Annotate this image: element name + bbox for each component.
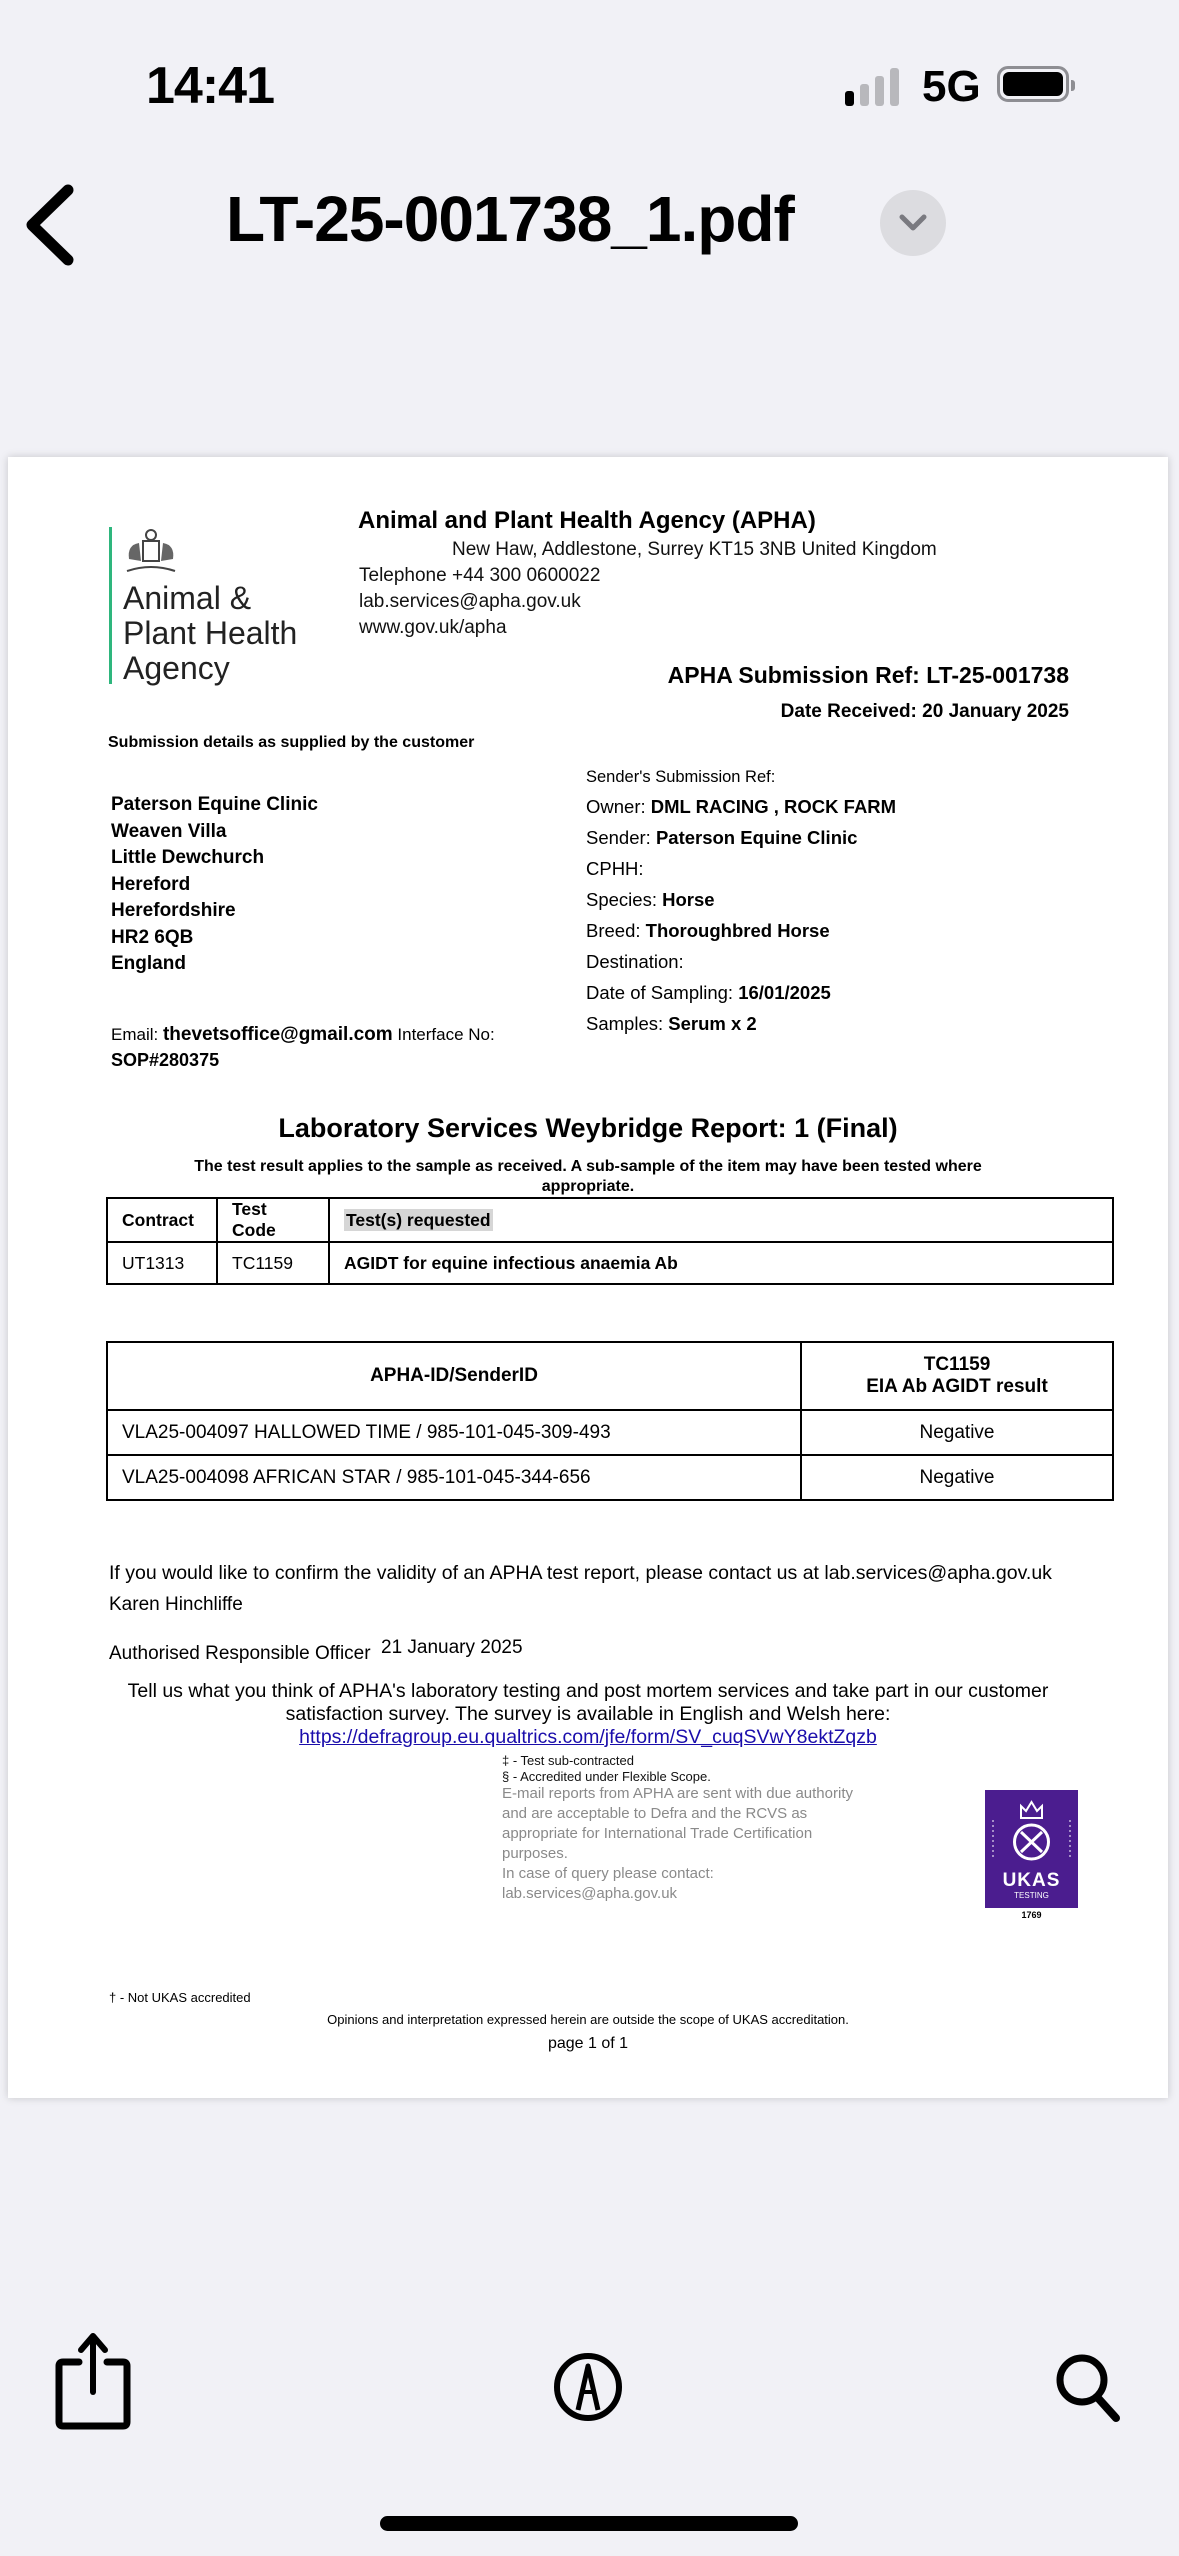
share-icon xyxy=(55,2330,131,2430)
cell-result: Negative xyxy=(801,1410,1113,1455)
field-species: Species: Horse xyxy=(586,889,715,910)
email-reports-note: E-mail reports from APHA are sent with due authority and are acceptable to Defra and the RCVS as appropriate for International Trade Certification purposes. In case of query please contact: lab.services@apha.gov.uk xyxy=(502,1785,853,1902)
document-title: LT-25-001738_1.pdf xyxy=(226,183,794,255)
survey-note: Tell us what you think of APHA's laboratory testing and post mortem services and take part in our customer satisfaction survey. The survey is available in English and Welsh here: https://defragroup.eu.qualtrics.com/jfe/form/SV_cuqSVwY8ektZqzb xyxy=(127,1680,1049,1748)
org-name: Animal and Plant Health Agency (APHA) xyxy=(358,507,816,534)
network-type: 5G xyxy=(922,62,981,111)
ukas-number: 1769 xyxy=(1021,1910,1042,1920)
opinions-note: Opinions and interpretation expressed herein are outside the scope of UKAS accreditation. xyxy=(327,2012,849,2027)
pdf-page[interactable] xyxy=(8,457,1168,2098)
field-sender: Sender: Paterson Equine Clinic xyxy=(586,827,858,848)
results-table xyxy=(106,1341,1114,1501)
sender-details xyxy=(586,763,896,1039)
chevron-left-icon xyxy=(22,180,82,270)
org-address: New Haw, Addlestone, Surrey KT15 3NB United Kingdom xyxy=(452,539,937,560)
submission-details-heading: Submission details as supplied by the customer xyxy=(108,734,475,751)
title-menu-button[interactable] xyxy=(880,190,946,256)
table-header-row xyxy=(107,1198,1113,1242)
interface-number: SOP#280375 xyxy=(111,1050,220,1070)
battery-icon xyxy=(997,66,1069,102)
header-test-code: Test Code xyxy=(217,1198,329,1242)
table-row xyxy=(107,1410,1113,1455)
date-received: Date Received: 20 January 2025 xyxy=(780,701,1069,722)
table-row xyxy=(107,1455,1113,1500)
org-email[interactable]: lab.services@apha.gov.uk xyxy=(359,591,581,612)
markup-pen-icon xyxy=(553,2352,623,2422)
search-button[interactable] xyxy=(1054,2352,1124,2429)
not-ukas-note: † - Not UKAS accredited xyxy=(109,1990,251,2005)
report-title: Laboratory Services Weybridge Report: 1 (Final) xyxy=(278,1113,898,1143)
header-tests-requested: Test(s) requested xyxy=(329,1198,1113,1242)
field-date-of-sampling: Date of Sampling: 16/01/2025 xyxy=(586,982,831,1003)
cell-sample-id: VLA25-004097 HALLOWED TIME / 985-101-045-309-493 xyxy=(107,1410,801,1455)
ukas-crown-icon xyxy=(985,1790,1078,1870)
logo-accent-bar xyxy=(109,527,112,684)
officer-title: Authorised Responsible Officer xyxy=(109,1643,371,1664)
apha-logo-text: Animal & Plant Health Agency xyxy=(123,580,298,686)
report-note: The test result applies to the sample as received. A sub-sample of the item may have been tested where appropriate. xyxy=(194,1158,982,1195)
markup-button[interactable] xyxy=(553,2352,623,2427)
table-header-row xyxy=(107,1342,1113,1410)
royal-crest-icon xyxy=(121,527,181,577)
officer-name: Karen Hinchliffe xyxy=(109,1594,243,1615)
back-button[interactable] xyxy=(22,180,82,270)
customer-email: Email: thevetsoffice@gmail.com Interface No: xyxy=(111,1024,495,1045)
chevron-down-icon xyxy=(898,213,928,233)
signal-strength-icon xyxy=(845,66,901,106)
field-sender-ref: Sender's Submission Ref: xyxy=(586,768,776,786)
table-row xyxy=(107,1242,1113,1284)
validity-note: If you would like to confirm the validity of an APHA test report, please contact us at lab.services@apha.gov.uk xyxy=(109,1562,1052,1584)
header-contract: Contract xyxy=(107,1198,217,1242)
search-icon xyxy=(1054,2352,1124,2424)
field-owner: Owner: DML RACING , ROCK FARM xyxy=(586,796,897,817)
home-indicator[interactable] xyxy=(380,2516,798,2531)
field-cphh: CPHH: xyxy=(586,858,644,879)
header-result: TC1159 EIA Ab AGIDT result xyxy=(801,1342,1113,1410)
cell-result: Negative xyxy=(801,1455,1113,1500)
tests-requested-table xyxy=(106,1197,1114,1285)
org-website[interactable]: www.gov.uk/apha xyxy=(359,617,507,638)
org-telephone: Telephone +44 300 0600022 xyxy=(359,565,601,586)
cell-test-name: AGIDT for equine infectious anaemia Ab xyxy=(329,1242,1113,1284)
submission-ref: APHA Submission Ref: LT-25-001738 xyxy=(667,662,1069,688)
header-apha-id: APHA-ID/SenderID xyxy=(107,1342,801,1410)
status-time: 14:41 xyxy=(146,57,274,115)
cell-contract: UT1313 xyxy=(107,1242,217,1284)
survey-link[interactable]: https://defragroup.eu.qualtrics.com/jfe/form/SV_cuqSVwY8ektZqzb xyxy=(299,1726,877,1748)
customer-address: Paterson Equine Clinic Weaven Villa Little Dewchurch Hereford Herefordshire HR2 6QB England xyxy=(111,794,318,974)
cell-sample-id: VLA25-004098 AFRICAN STAR / 985-101-045-344-656 xyxy=(107,1455,801,1500)
field-breed: Breed: Thoroughbred Horse xyxy=(586,920,830,941)
field-destination: Destination: xyxy=(586,951,684,972)
officer-date: 21 January 2025 xyxy=(381,1637,523,1658)
ukas-logo: UKAS TESTING xyxy=(985,1790,1078,1908)
cell-test-code: TC1159 xyxy=(217,1242,329,1284)
legend-notes: ‡ - Test sub-contracted § - Accredited under Flexible Scope. xyxy=(502,1753,711,1784)
page-number: page 1 of 1 xyxy=(547,2035,629,2052)
field-samples: Samples: Serum x 2 xyxy=(586,1013,757,1034)
share-button[interactable] xyxy=(55,2330,131,2435)
